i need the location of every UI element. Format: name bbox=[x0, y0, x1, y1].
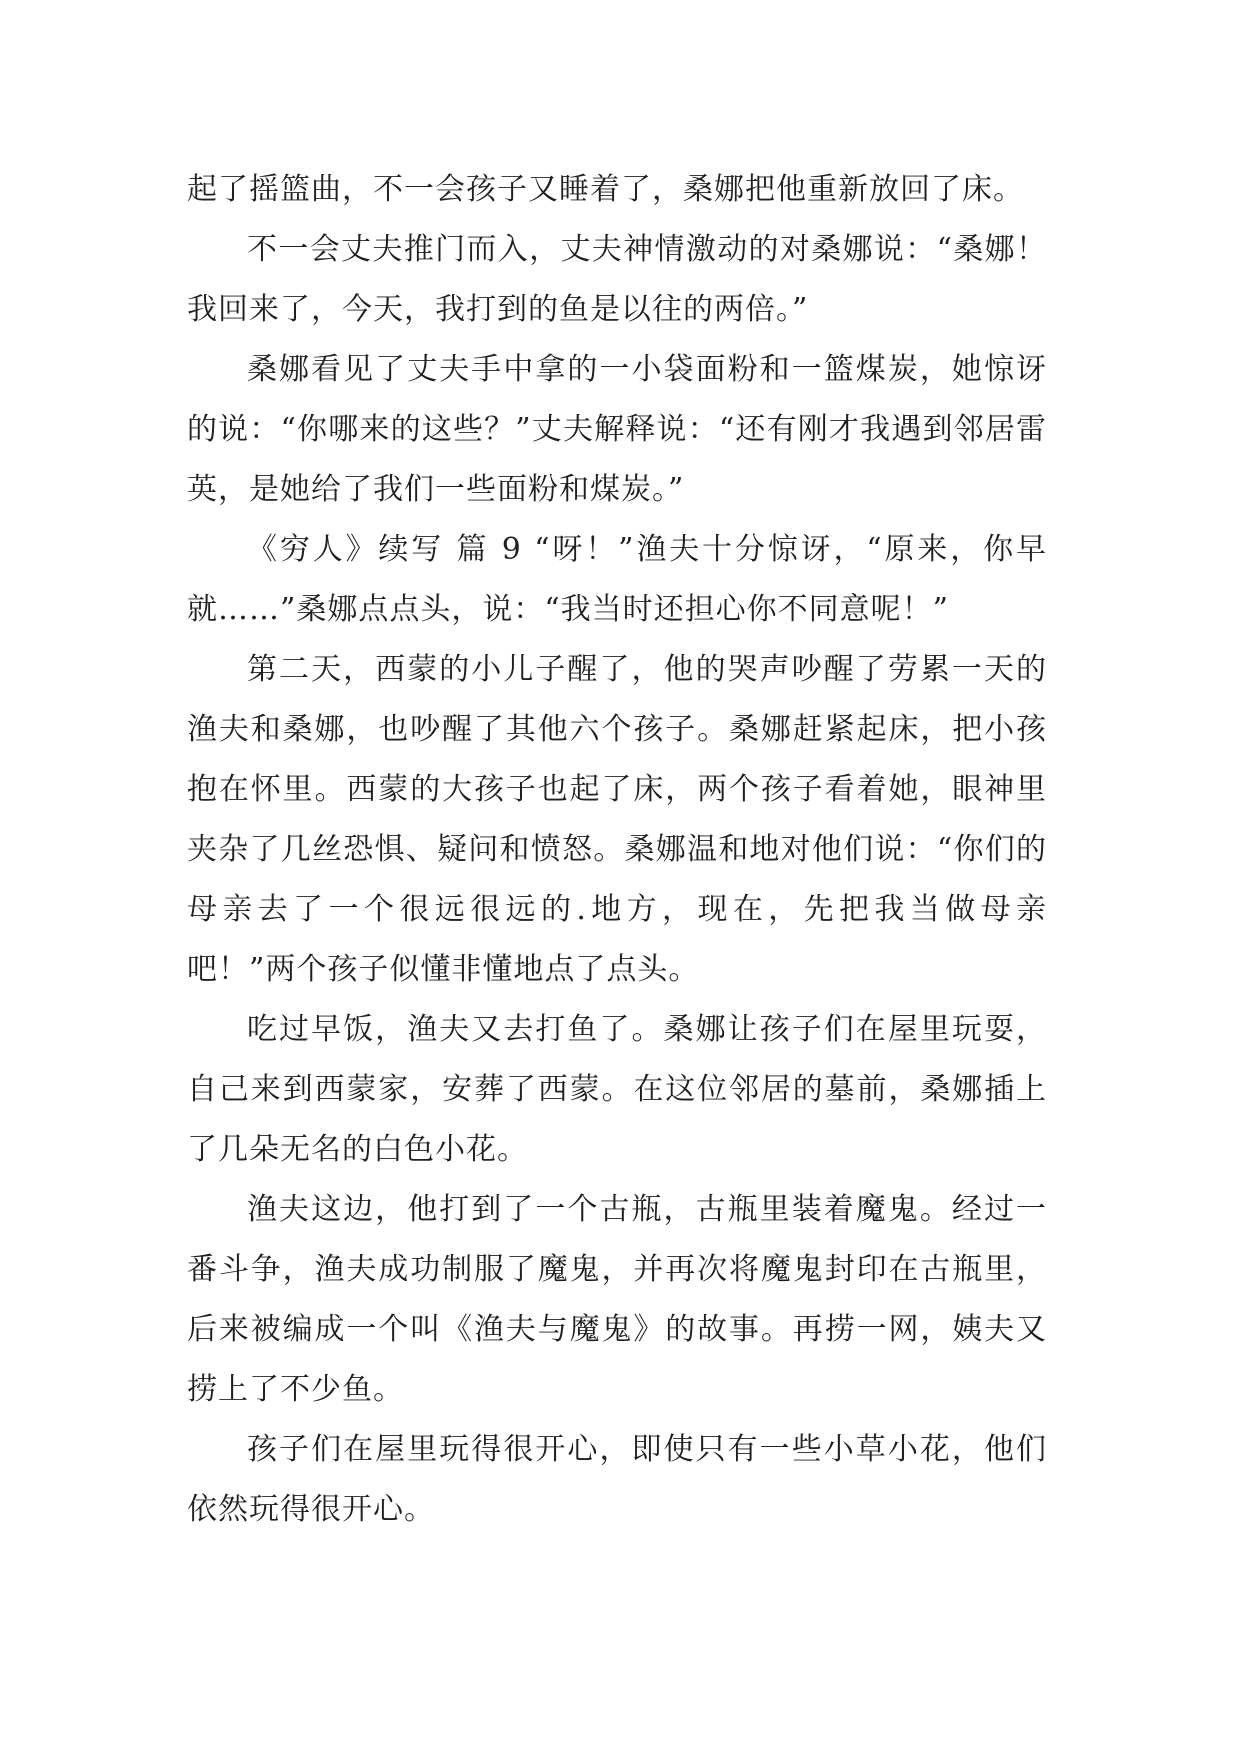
story-text bbox=[187, 160, 1047, 1540]
paragraph-fisherman-genie: 渔夫这边，他打到了一个古瓶，古瓶里装着魔鬼。经过一番斗争，渔夫成功制服了魔鬼，并再次将魔鬼封印在古瓶里，后来被编成一个叫《渔夫与魔鬼》的故事。再捞一网，姨夫又捞上了不少鱼。 bbox=[187, 1192, 1047, 1407]
paragraph-flour-and-coal: 桑娜看见了丈夫手中拿的一小袋面粉和一篮煤炭，她惊讶的说：“你哪来的这些？”丈夫解释说：“还有刚才我遇到邻居雷英，是她给了我们一些面粉和煤炭。” bbox=[187, 352, 1047, 507]
paragraph-lullaby: 起了摇篮曲，不一会孩子又睡着了，桑娜把他重新放回了床。 bbox=[187, 172, 1024, 207]
paragraph-after-breakfast: 吃过早饭，渔夫又去打鱼了。桑娜让孩子们在屋里玩耍，自己来到西蒙家，安葬了西蒙。在这位邻居的墓前，桑娜插上了几朵无名的白色小花。 bbox=[187, 1012, 1047, 1167]
paragraph-husband-returns: 不一会丈夫推门而入，丈夫神情激动的对桑娜说：“桑娜！我回来了，今天，我打到的鱼是以往的两倍。” bbox=[187, 232, 1047, 327]
paragraph-children-playing: 孩子们在屋里玩得很开心，即使只有一些小草小花，他们依然玩得很开心。 bbox=[187, 1432, 1047, 1527]
paragraph-section-9: 《穷人》续写 篇 9 “呀！”渔夫十分惊讶，“原来，你早就……”桑娜点点头，说：“我当时还担心你不同意呢！” bbox=[187, 532, 1047, 627]
paragraph-next-day: 第二天，西蒙的小儿子醒了，他的哭声吵醒了劳累一天的渔夫和桑娜，也吵醒了其他六个孩子。桑娜赶紧起床，把小孩抱在怀里。西蒙的大孩子也起了床，两个孩子看着她，眼神里夹杂了几丝恐惧、疑问和愤怒。桑娜温和地对他们说：“你们的母亲去了一个很远很远的.地方，现在，先把我当做母亲吧！”两个孩子似懂非懂地点了点头。 bbox=[187, 652, 1047, 987]
